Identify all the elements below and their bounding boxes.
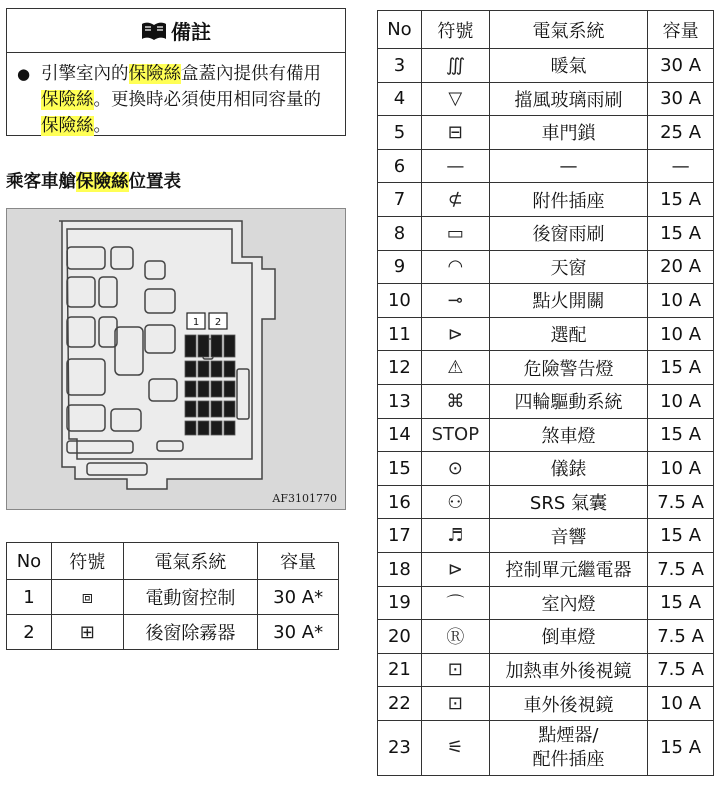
diagram-code: AF3101770: [272, 492, 337, 505]
cell-capacity: 7.5 A: [648, 485, 714, 519]
cell-capacity: 10 A: [648, 284, 714, 318]
diagram-title: [6, 168, 181, 193]
rear-defogger-icon: ⊞: [51, 615, 123, 650]
dash-icon: —: [421, 149, 489, 183]
cell-no: 23: [378, 720, 422, 775]
diagram-title-part: 乘客車艙: [6, 172, 76, 192]
cell-system: 後窗雨刷: [489, 216, 647, 250]
cell-system: 煞車燈: [489, 418, 647, 452]
table-row: [378, 418, 714, 452]
cell-capacity: 10 A: [648, 384, 714, 418]
cell-capacity: 15 A: [648, 720, 714, 775]
cell-capacity: 30 A: [648, 49, 714, 83]
cell-no: 8: [378, 216, 422, 250]
cell-no: 6: [378, 149, 422, 183]
airbag-icon: ⚇: [421, 485, 489, 519]
audio-icon: ♬: [421, 519, 489, 553]
cell-system: 附件插座: [489, 183, 647, 217]
cell-capacity: —: [648, 149, 714, 183]
cell-system-line: 點煙器/: [538, 724, 599, 746]
header-no: No: [7, 543, 52, 580]
cell-system: [489, 720, 647, 775]
power-window-icon: ⧈: [51, 580, 123, 615]
cell-capacity: 15 A: [648, 418, 714, 452]
table-row: [378, 485, 714, 519]
rear-wiper-icon: ▭: [421, 216, 489, 250]
note-text-segment: 盒蓋內提供有備用: [181, 64, 321, 84]
heater-icon: ∭: [421, 49, 489, 83]
cell-no: 18: [378, 552, 422, 586]
cell-no: 22: [378, 687, 422, 721]
cell-capacity: 10 A: [648, 317, 714, 351]
table-row: [378, 216, 714, 250]
fuse-box-diagram: [6, 208, 346, 510]
table-row: [378, 183, 714, 217]
table-row: [378, 519, 714, 553]
bullet: ●: [17, 65, 31, 83]
cell-capacity: 15 A: [648, 586, 714, 620]
cell-no: 13: [378, 384, 422, 418]
cell-system: 車門鎖: [489, 116, 647, 150]
table-row: [7, 580, 339, 615]
windshield-wiper-icon: ▽: [421, 82, 489, 116]
cell-no: 21: [378, 653, 422, 687]
outside-mirror-icon: ⊡: [421, 687, 489, 721]
cell-system: 四輪驅動系統: [489, 384, 647, 418]
cell-capacity: 15 A: [648, 519, 714, 553]
cell-system: 點火開關: [489, 284, 647, 318]
note-text-segment: 引擎室內的: [41, 64, 129, 84]
cell-capacity: 10 A: [648, 687, 714, 721]
highlight-fuse-term: 保險絲: [41, 90, 94, 110]
fuse-table-small: [6, 542, 339, 650]
cell-system: 暖氣: [489, 49, 647, 83]
ignition-switch-icon: ⊸: [421, 284, 489, 318]
meter-icon: ⊙: [421, 452, 489, 486]
header-symbol: 符號: [51, 543, 123, 580]
note-heading-text: 備註: [171, 20, 211, 44]
cell-system-line: 配件插座: [532, 748, 605, 770]
cell-system: 後窗除霧器: [123, 615, 258, 650]
highlight-fuse-term: 保險絲: [128, 64, 181, 84]
fuse-number-2: 2: [214, 317, 222, 328]
table-row: [378, 82, 714, 116]
table-row: [378, 116, 714, 150]
cell-system: 倒車燈: [489, 620, 647, 654]
table-row: [378, 250, 714, 284]
cell-system: 控制單元繼電器: [489, 552, 647, 586]
header-symbol: 符號: [421, 11, 489, 49]
table-row: [378, 586, 714, 620]
cell-no: 4: [378, 82, 422, 116]
cell-system: 電動窗控制: [123, 580, 258, 615]
cell-capacity: 7.5 A: [648, 653, 714, 687]
cell-no: 5: [378, 116, 422, 150]
cell-system: 危險警告燈: [489, 351, 647, 385]
cell-system: 天窗: [489, 250, 647, 284]
cell-no: 19: [378, 586, 422, 620]
cell-capacity: 15 A: [648, 351, 714, 385]
option-icon: ⊳: [421, 317, 489, 351]
cell-no: 10: [378, 284, 422, 318]
cell-capacity: 20 A: [648, 250, 714, 284]
cell-capacity: 30 A: [648, 82, 714, 116]
cell-capacity: 10 A: [648, 452, 714, 486]
table-row: [7, 615, 339, 650]
cell-system: 音響: [489, 519, 647, 553]
book-icon: [141, 21, 167, 41]
cell-no: 15: [378, 452, 422, 486]
cell-system: 加熱車外後視鏡: [489, 653, 647, 687]
diagram-title-part: 位置表: [128, 172, 181, 192]
header-capacity: 容量: [258, 543, 339, 580]
table-row: [378, 351, 714, 385]
cell-system: 擋風玻璃雨刷: [489, 82, 647, 116]
fuse-box-drawing: [7, 209, 345, 509]
fuse-table-main: [377, 10, 714, 776]
table-header-row: [7, 543, 339, 580]
cell-capacity: 15 A: [648, 216, 714, 250]
cell-system: SRS 氣囊: [489, 485, 647, 519]
cell-no: 2: [7, 615, 52, 650]
cell-no: 20: [378, 620, 422, 654]
cell-no: 1: [7, 580, 52, 615]
cell-no: 12: [378, 351, 422, 385]
cell-system: —: [489, 149, 647, 183]
cell-capacity: 7.5 A: [648, 620, 714, 654]
note-text-segment: 。更換時必須使用相同容量的: [93, 90, 321, 110]
stop-icon: STOP: [421, 418, 489, 452]
cell-no: 17: [378, 519, 422, 553]
highlight-fuse-term: 保險絲: [41, 116, 94, 136]
cell-system: 室內燈: [489, 586, 647, 620]
control-unit-relay-icon: ⊳: [421, 552, 489, 586]
cell-no: 14: [378, 418, 422, 452]
cell-capacity: 15 A: [648, 183, 714, 217]
cell-capacity: 25 A: [648, 116, 714, 150]
cell-capacity: 7.5 A: [648, 552, 714, 586]
four-wheel-drive-icon: ⌘: [421, 384, 489, 418]
cigarette-lighter-icon: ⚟: [421, 720, 489, 775]
heated-mirror-icon: ⊡: [421, 653, 489, 687]
cell-no: 7: [378, 183, 422, 217]
table-row: [378, 720, 714, 775]
cell-no: 16: [378, 485, 422, 519]
sunroof-icon: ◠: [421, 250, 489, 284]
table-row: [378, 317, 714, 351]
cell-capacity: 30 A*: [258, 615, 339, 650]
table-header-row: [378, 11, 714, 49]
header-capacity: 容量: [648, 11, 714, 49]
cell-no: 9: [378, 250, 422, 284]
table-row: [378, 149, 714, 183]
table-row: [378, 284, 714, 318]
note-text-segment: 。: [93, 116, 111, 136]
reversing-light-icon: Ⓡ: [421, 620, 489, 654]
cell-capacity: 30 A*: [258, 580, 339, 615]
cell-no: 3: [378, 49, 422, 83]
table-row: [378, 552, 714, 586]
room-lamp-icon: ⌒: [421, 586, 489, 620]
note-body: [7, 53, 345, 139]
door-lock-icon: ⊟: [421, 116, 489, 150]
cell-no: 11: [378, 317, 422, 351]
note-box: [6, 8, 346, 136]
accessory-socket-icon: ⊄: [421, 183, 489, 217]
header-system: 電氣系統: [123, 543, 258, 580]
header-no: No: [378, 11, 422, 49]
hazard-warning-icon: ⚠: [421, 351, 489, 385]
highlight-fuse-term: 保險絲: [76, 172, 129, 192]
note-heading: [7, 9, 345, 53]
table-row: [378, 452, 714, 486]
fuse-number-1: 1: [192, 317, 200, 328]
table-row: [378, 620, 714, 654]
table-row: [378, 49, 714, 83]
cell-system: 車外後視鏡: [489, 687, 647, 721]
table-row: [378, 653, 714, 687]
note-text: [41, 61, 337, 139]
header-system: 電氣系統: [489, 11, 647, 49]
cell-system: 儀錶: [489, 452, 647, 486]
table-row: [378, 384, 714, 418]
table-row: [378, 687, 714, 721]
cell-system: 選配: [489, 317, 647, 351]
